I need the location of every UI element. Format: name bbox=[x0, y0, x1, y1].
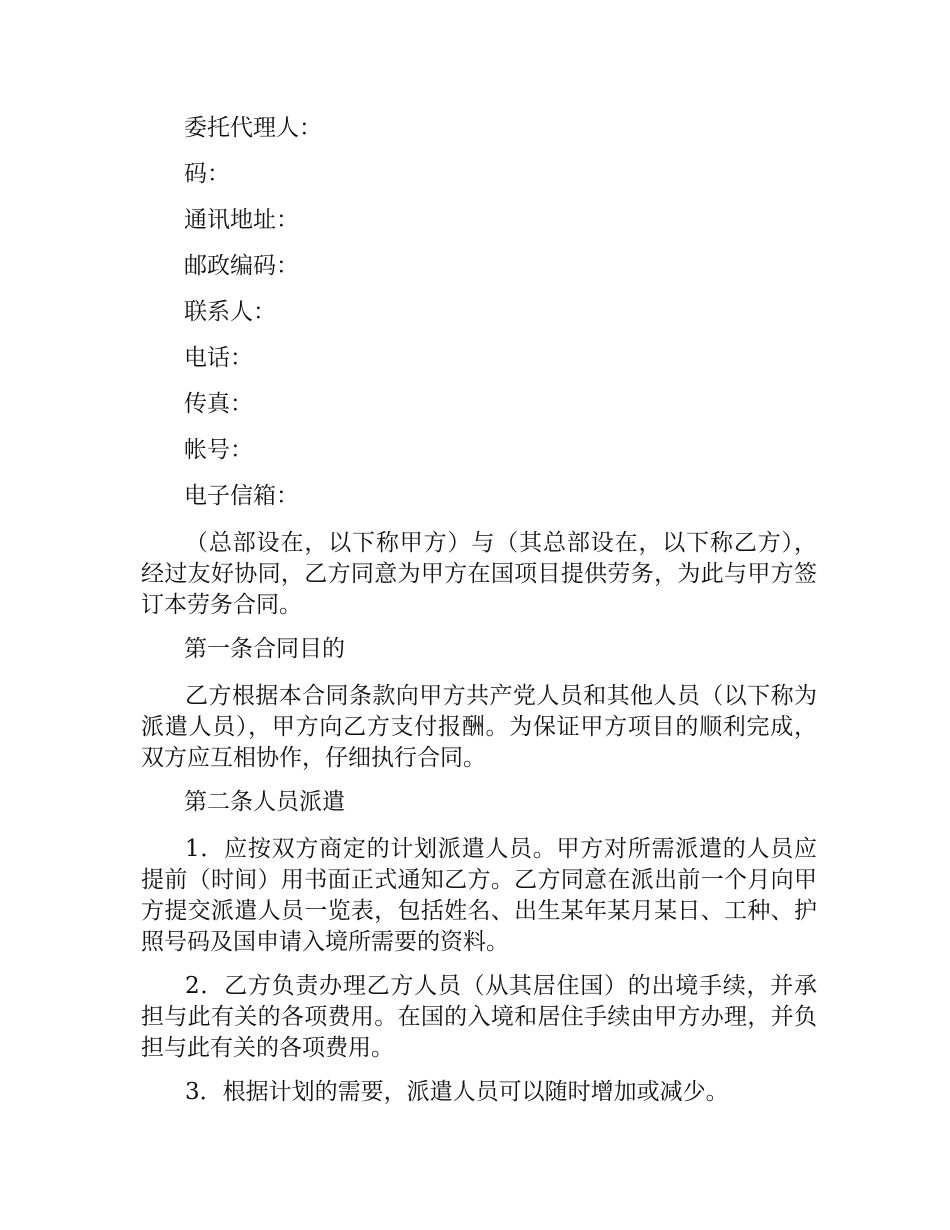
field-postcode: 邮政编码： bbox=[184, 253, 299, 279]
article-2-item-3: 3．根据计划的需要，派遣人员可以随时增加或减少。 bbox=[185, 1079, 729, 1105]
field-contact: 联系人： bbox=[184, 299, 276, 325]
field-agent: 委托代理人： bbox=[184, 115, 322, 141]
field-address: 通讯地址： bbox=[184, 207, 299, 233]
field-account: 帐号： bbox=[184, 437, 253, 463]
field-email: 电子信箱： bbox=[184, 483, 299, 509]
article-2-title: 第二条人员派遣 bbox=[184, 789, 345, 815]
field-fax: 传真： bbox=[184, 391, 253, 417]
article-1-title: 第一条合同目的 bbox=[184, 636, 345, 662]
article-2-item-2: 2．乙方负责办理乙方人员（从其居住国）的出境手续，并承担与此有关的各项费用。在国的入境和居住手续由甲方办理，并负担与此有关的各项费用。 bbox=[141, 973, 817, 1061]
field-phone: 电话： bbox=[184, 345, 253, 371]
intro-paragraph: （总部设在，以下称甲方）与（其总部设在，以下称乙方），经过友好协同，乙方同意为甲方在国项目提供劳务，为此与甲方签订本劳务合同。 bbox=[141, 530, 817, 618]
field-code: 码： bbox=[184, 161, 230, 187]
article-1-body: 乙方根据本合同条款向甲方共产党人员和其他人员（以下称为派遣人员），甲方向乙方支付报酬。为保证甲方项目的顺利完成，双方应互相协作，仔细执行合同。 bbox=[141, 683, 817, 771]
article-2-item-1: 1．应按双方商定的计划派遣人员。甲方对所需派遣的人员应提前（时间）用书面正式通知乙方。乙方同意在派出前一个月向甲方提交派遣人员一览表，包括姓名、出生某年某月某日、工种、护照号码及国申请入境所需要的资料。 bbox=[141, 836, 817, 955]
